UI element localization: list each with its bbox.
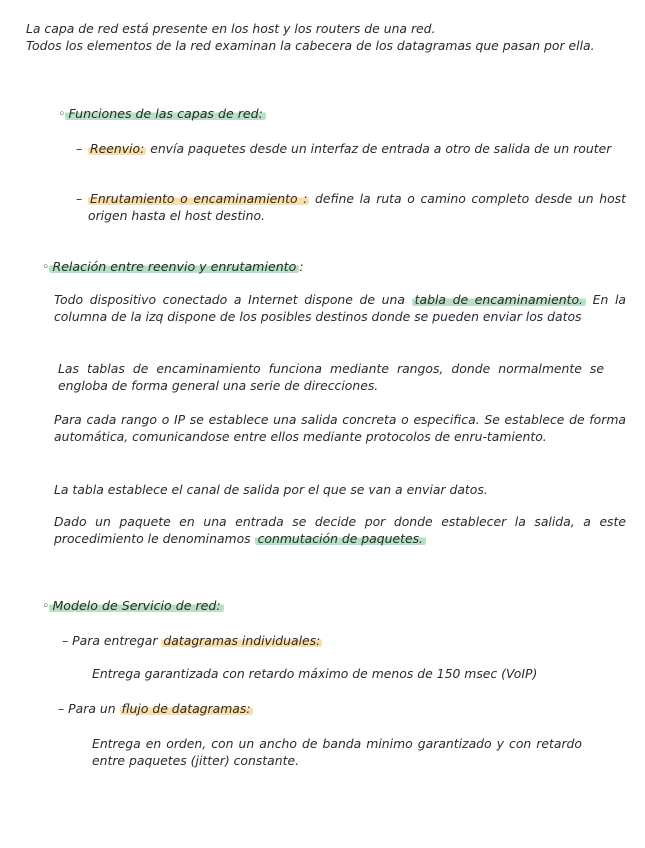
relacion-paragraph-4: La tabla establece el canal de salida por el que se van a enviar datos. xyxy=(54,482,488,497)
relacion-heading xyxy=(42,258,304,275)
enrutamiento-item xyxy=(76,190,626,224)
dash-icon: – xyxy=(58,701,65,716)
modelo-item-2-pre: Para un xyxy=(68,701,116,716)
relacion-p1-post: En la columna de la izq dispone de los posibles destinos donde se pueden enviar los datos xyxy=(54,292,626,324)
relacion-paragraph-5 xyxy=(54,513,626,547)
funciones-heading xyxy=(58,105,266,122)
relacion-paragraph-2: Las tablas de encaminamiento funciona mediante rangos, donde normalmente se engloba de forma general una serie de direcciones. xyxy=(58,361,604,393)
reenvio-text: envía paquetes desde un interfaz de entrada a otro de salida de un router xyxy=(150,141,612,156)
relacion-paragraph-1 xyxy=(54,291,626,325)
relacion-heading-colon: : xyxy=(299,259,304,274)
modelo-item-1-pre: Para entregar xyxy=(72,633,158,648)
bullet-icon: ◦ xyxy=(58,106,66,121)
intro-paragraph xyxy=(26,20,626,54)
dash-icon: – xyxy=(76,141,83,156)
modelo-item-2 xyxy=(58,700,253,717)
enrutamiento-text: define la ruta o camino completo desde un host origen hasta el host destino. xyxy=(88,191,626,223)
bullet-icon: ◦ xyxy=(42,598,50,613)
dash-icon: – xyxy=(76,191,83,206)
reenvio-term: Reenvio: xyxy=(90,141,145,156)
relacion-heading-text: Relación entre reenvio y enrutamiento xyxy=(49,259,299,274)
funciones-heading-text: Funciones de las capas de red: xyxy=(65,106,265,121)
relacion-p5-pre: Dado un paquete en una entrada se decide por donde establecer la salida, a este procedimiento le denominamos xyxy=(54,514,626,546)
intro-line-1: La capa de red está presente en los host y los routers de una red. xyxy=(26,21,436,36)
modelo-item-1 xyxy=(62,632,322,649)
relacion-paragraph-3: Para cada rango o IP se establece una salida concreta o especifica. Se establece de forma automática, comunicandose entre ellos mediante protocolos de enru-tamiento. xyxy=(54,412,626,444)
reenvio-item xyxy=(76,140,624,157)
enrutamiento-term: Enrutamiento o encaminamiento : xyxy=(90,191,308,206)
modelo-item-2-text: Entrega en orden, con un ancho de banda minimo garantizado y con retardo entre paquetes (jitter) constante. xyxy=(92,736,582,768)
dash-icon: – xyxy=(62,633,69,648)
bullet-icon: ◦ xyxy=(42,259,50,274)
modelo-item-1-highlight: datagramas individuales: xyxy=(163,633,321,648)
relacion-p1-pre: Todo dispositivo conectado a Internet dispone de una xyxy=(54,292,405,307)
relacion-p1-highlight: tabla de encaminamiento. xyxy=(412,292,586,307)
intro-line-2: Todos los elementos de la red examinan la cabecera de los datagramas que pasan por ella. xyxy=(26,38,595,53)
modelo-item-2-highlight: flujo de datagramas: xyxy=(121,701,251,716)
modelo-heading xyxy=(42,597,224,614)
relacion-p5-highlight: conmutación de paquetes. xyxy=(255,531,426,546)
modelo-item-1-text: Entrega garantizada con retardo máximo de menos de 150 msec (VoIP) xyxy=(92,666,538,681)
modelo-heading-text: Modelo de Servicio de red: xyxy=(49,598,223,613)
